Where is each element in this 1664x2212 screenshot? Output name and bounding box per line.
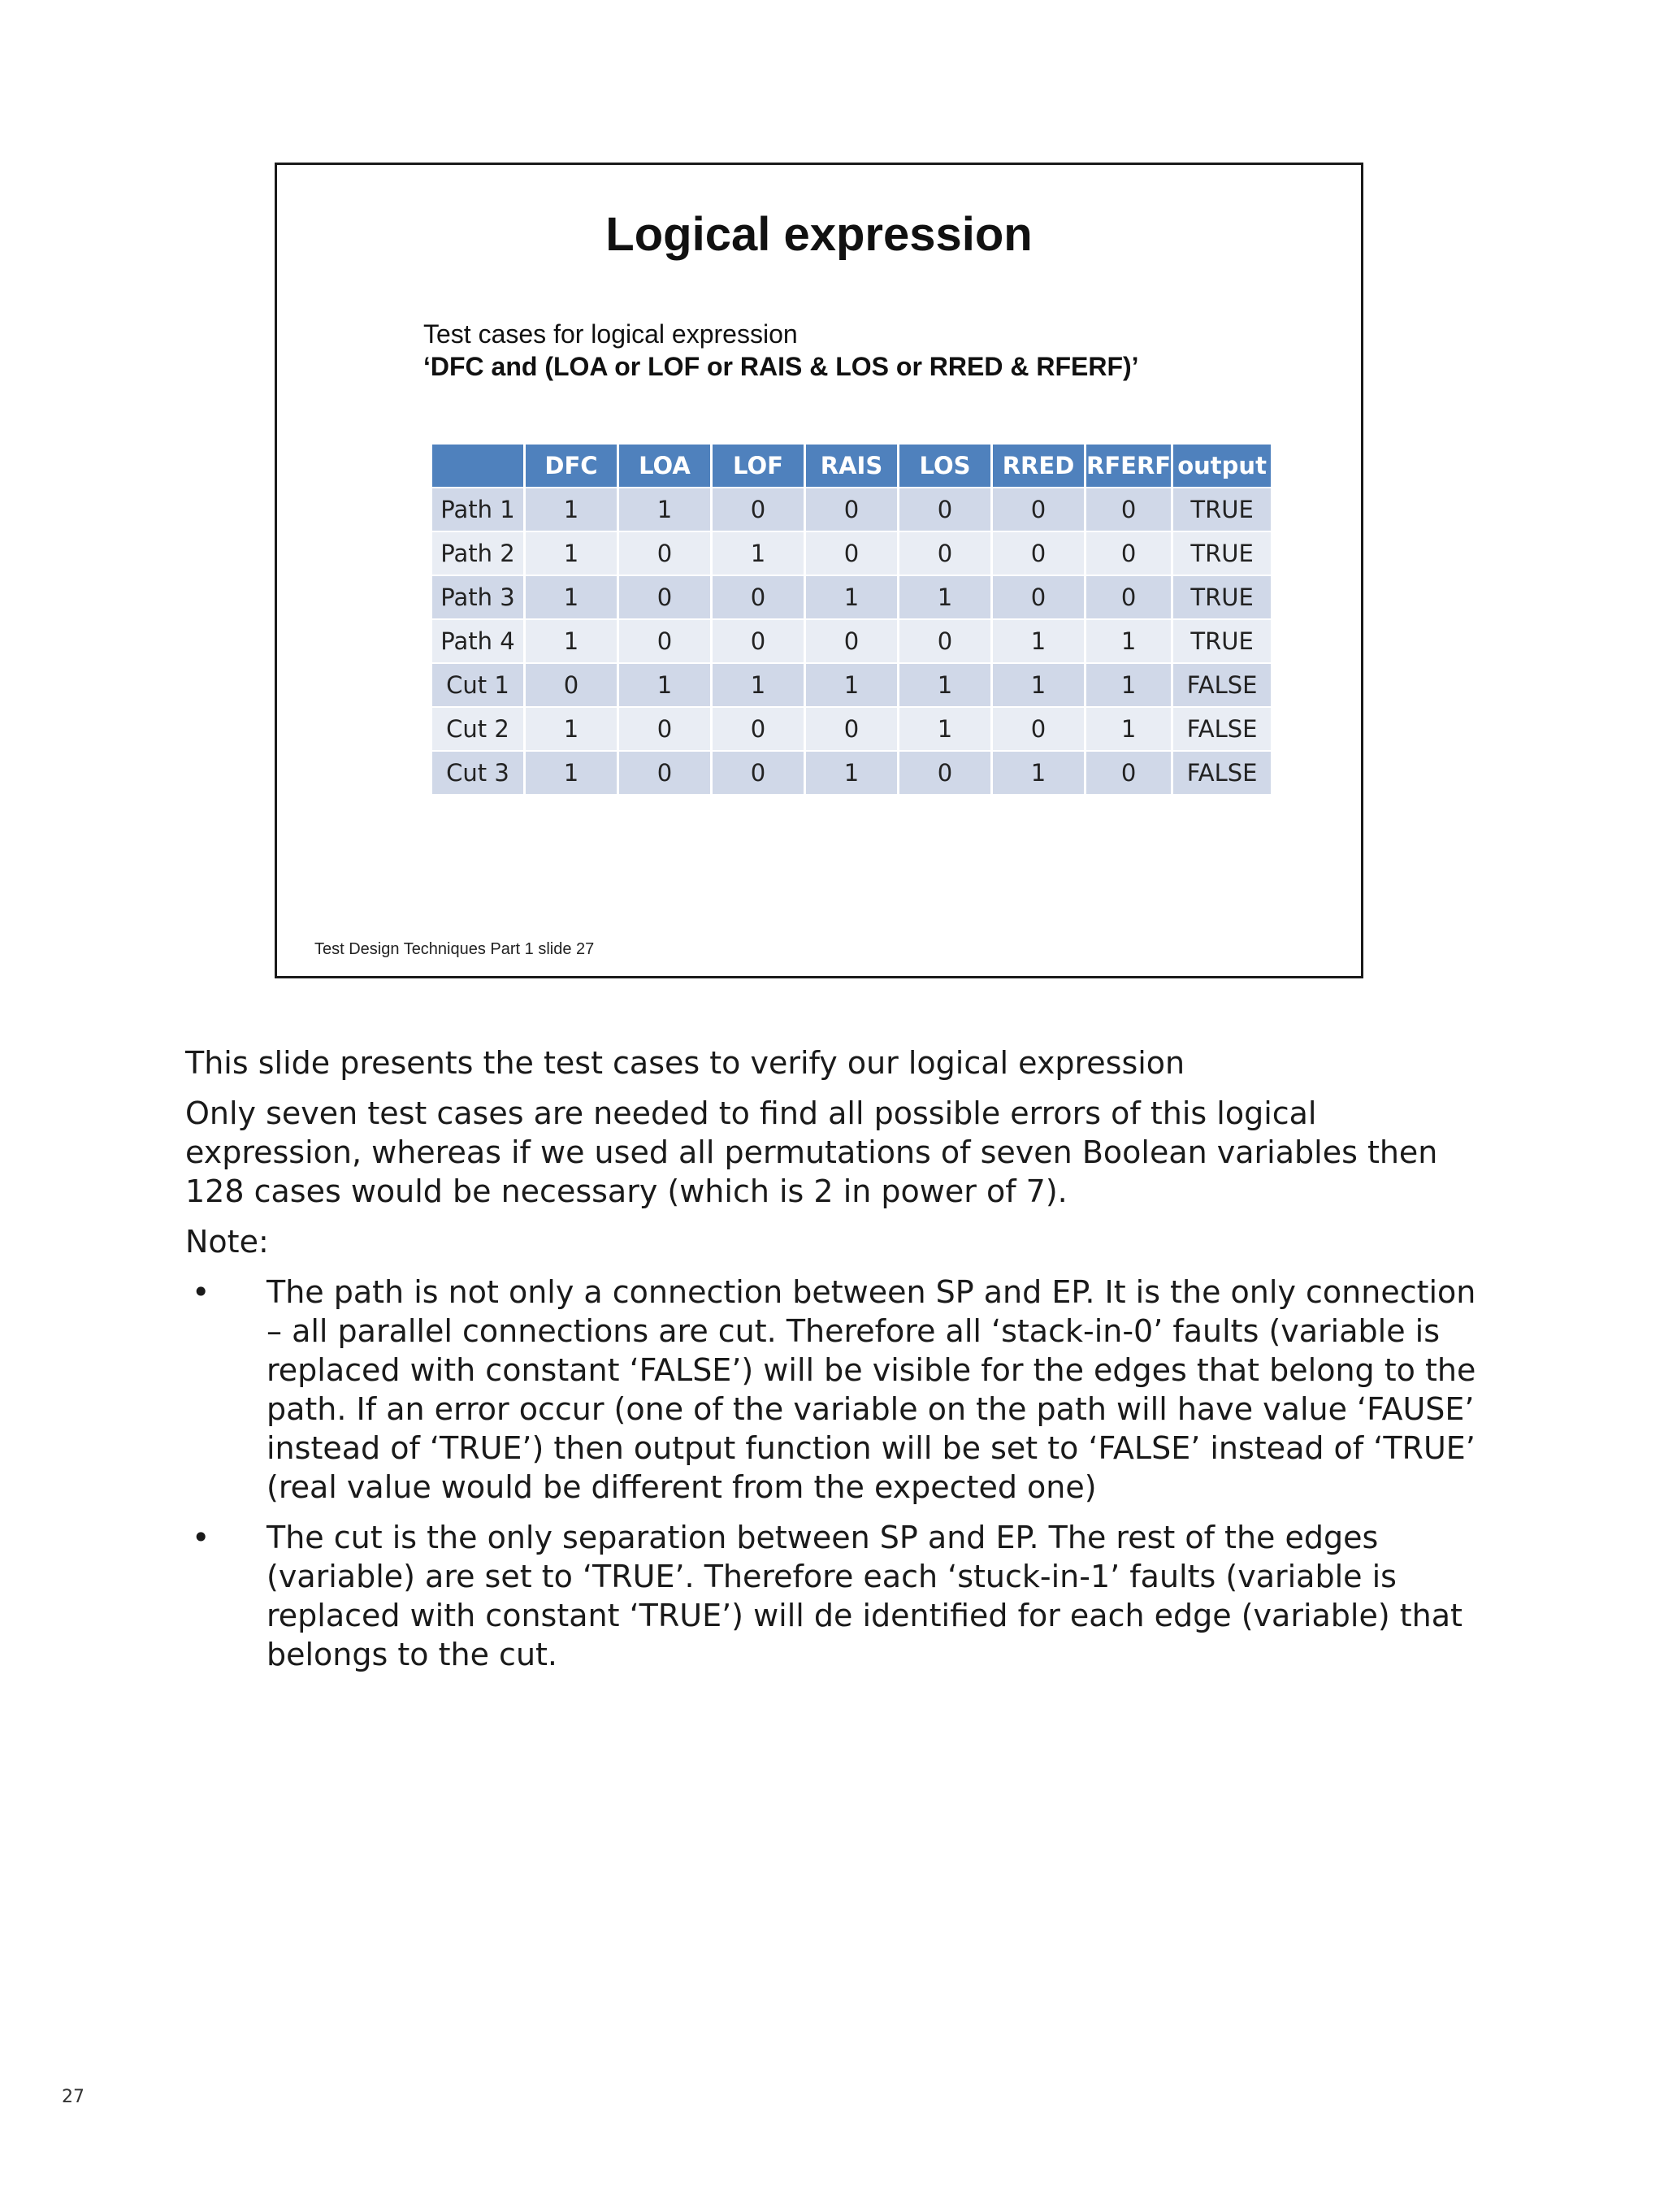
cell: 1 <box>526 575 617 618</box>
subtitle-expression: ‘DFC and (LOA or LOF or RAIS & LOS or RRED & RFERF)’ <box>423 352 1139 381</box>
table-row <box>432 662 1271 706</box>
table-row <box>432 750 1271 794</box>
cell: 0 <box>619 618 710 662</box>
row-label: Path 4 <box>432 618 523 662</box>
cell: 0 <box>619 531 710 575</box>
slide-image <box>275 163 1363 978</box>
output-cell: FALSE <box>1173 750 1271 794</box>
table-row <box>432 575 1271 618</box>
table-row <box>432 487 1271 531</box>
cell: 0 <box>899 750 990 794</box>
output-cell: FALSE <box>1173 662 1271 706</box>
bullet-dot: • <box>192 1520 210 1555</box>
notes-bullet <box>185 1273 1485 1507</box>
cell: 1 <box>899 575 990 618</box>
notes-note-label: Note: <box>185 1224 269 1260</box>
header-dfc: DFC <box>526 445 617 487</box>
cell: 0 <box>713 618 804 662</box>
cell: 1 <box>713 662 804 706</box>
table-header-row <box>432 445 1271 487</box>
notes-paragraph-1: This slide presents the test cases to verify our logical expression <box>185 1045 1185 1081</box>
bullet-text: The cut is the only separation between SP and EP. The rest of the edges (variable) are set to ‘TRUE’. Therefore each ‘stuck-in-1’ faults (variable is replaced with constant ‘TRUE’) will de identified for each edge (variable) that belongs to the cut. <box>266 1520 1462 1672</box>
cell: 0 <box>806 706 897 750</box>
cell: 0 <box>806 487 897 531</box>
header-rferf: RFERF <box>1086 445 1171 487</box>
bullet-text: The path is not only a connection between SP and EP. It is the only connection – all parallel connections are cut. Therefore all ‘stack-in-0’ faults (variable is replaced with constant ‘FALSE’) will be visible for the edges that belong to the path. If an error occur (one of the variable on the path will have value ‘FAUSE’ instead of ‘TRUE’) then output function will be set to ‘FALSE’ instead of ‘TRUE’ (real value would be different from the expected one) <box>266 1274 1476 1505</box>
row-label: Path 1 <box>432 487 523 531</box>
slide-title: Logical expression <box>605 208 1033 261</box>
row-label: Cut 2 <box>432 706 523 750</box>
output-cell: FALSE <box>1173 706 1271 750</box>
output-cell: TRUE <box>1173 575 1271 618</box>
cell: 1 <box>526 706 617 750</box>
cell: 0 <box>1086 487 1171 531</box>
cell: 0 <box>713 487 804 531</box>
cell: 0 <box>713 706 804 750</box>
cell: 1 <box>1086 706 1171 750</box>
cell: 0 <box>899 531 990 575</box>
cell: 0 <box>899 487 990 531</box>
cell: 1 <box>899 706 990 750</box>
slide-footer: Test Design Techniques Part 1 slide 27 <box>314 940 595 958</box>
cell: 0 <box>993 531 1084 575</box>
header-lof: LOF <box>713 445 804 487</box>
row-label: Cut 3 <box>432 750 523 794</box>
cell: 1 <box>993 662 1084 706</box>
cell: 1 <box>1086 662 1171 706</box>
output-cell: TRUE <box>1173 618 1271 662</box>
cell: 0 <box>993 487 1084 531</box>
subtitle-line-1: Test cases for logical expression <box>423 319 798 349</box>
cell: 0 <box>619 575 710 618</box>
cell: 0 <box>993 575 1084 618</box>
cell: 0 <box>1086 750 1171 794</box>
cell: 1 <box>806 575 897 618</box>
header-loa: LOA <box>619 445 710 487</box>
cell: 0 <box>1086 575 1171 618</box>
cell: 1 <box>526 531 617 575</box>
bullet-dot: • <box>192 1274 210 1310</box>
table-row <box>432 706 1271 750</box>
cell: 0 <box>806 531 897 575</box>
cell: 0 <box>619 706 710 750</box>
header-los: LOS <box>899 445 990 487</box>
cell: 0 <box>1086 531 1171 575</box>
cell: 1 <box>526 618 617 662</box>
table-row <box>432 531 1271 575</box>
notes-bullet <box>185 1518 1485 1674</box>
notes-paragraph-2: Only seven test cases are needed to find all possible errors of this logical expression, whereas if we used all permutations of seven Boolean variables then 128 cases would be necessary (which is 2 in power of 7). <box>185 1095 1438 1209</box>
header-rred: RRED <box>993 445 1084 487</box>
output-cell: TRUE <box>1173 487 1271 531</box>
cell: 0 <box>713 750 804 794</box>
header-rais: RAIS <box>806 445 897 487</box>
cell: 1 <box>993 750 1084 794</box>
cell: 0 <box>713 575 804 618</box>
page-number: 27 <box>62 2087 84 2107</box>
cell: 1 <box>619 662 710 706</box>
speaker-notes <box>185 1043 1485 1685</box>
row-label: Cut 1 <box>432 662 523 706</box>
cell: 0 <box>526 662 617 706</box>
cell: 0 <box>806 618 897 662</box>
cell: 0 <box>619 750 710 794</box>
cell: 1 <box>806 662 897 706</box>
cell: 1 <box>993 618 1084 662</box>
cell: 1 <box>1086 618 1171 662</box>
row-label: Path 3 <box>432 575 523 618</box>
row-label: Path 2 <box>432 531 523 575</box>
cell: 1 <box>899 662 990 706</box>
cell: 0 <box>899 618 990 662</box>
cell: 0 <box>993 706 1084 750</box>
table-row <box>432 618 1271 662</box>
output-cell: TRUE <box>1173 531 1271 575</box>
cell: 1 <box>526 750 617 794</box>
cell: 1 <box>526 487 617 531</box>
test-case-table <box>430 445 1273 794</box>
slide-subtitle <box>423 318 1139 383</box>
cell: 1 <box>713 531 804 575</box>
cell: 1 <box>619 487 710 531</box>
cell: 1 <box>806 750 897 794</box>
table-corner-cell <box>432 445 523 487</box>
header-output: output <box>1173 445 1271 487</box>
